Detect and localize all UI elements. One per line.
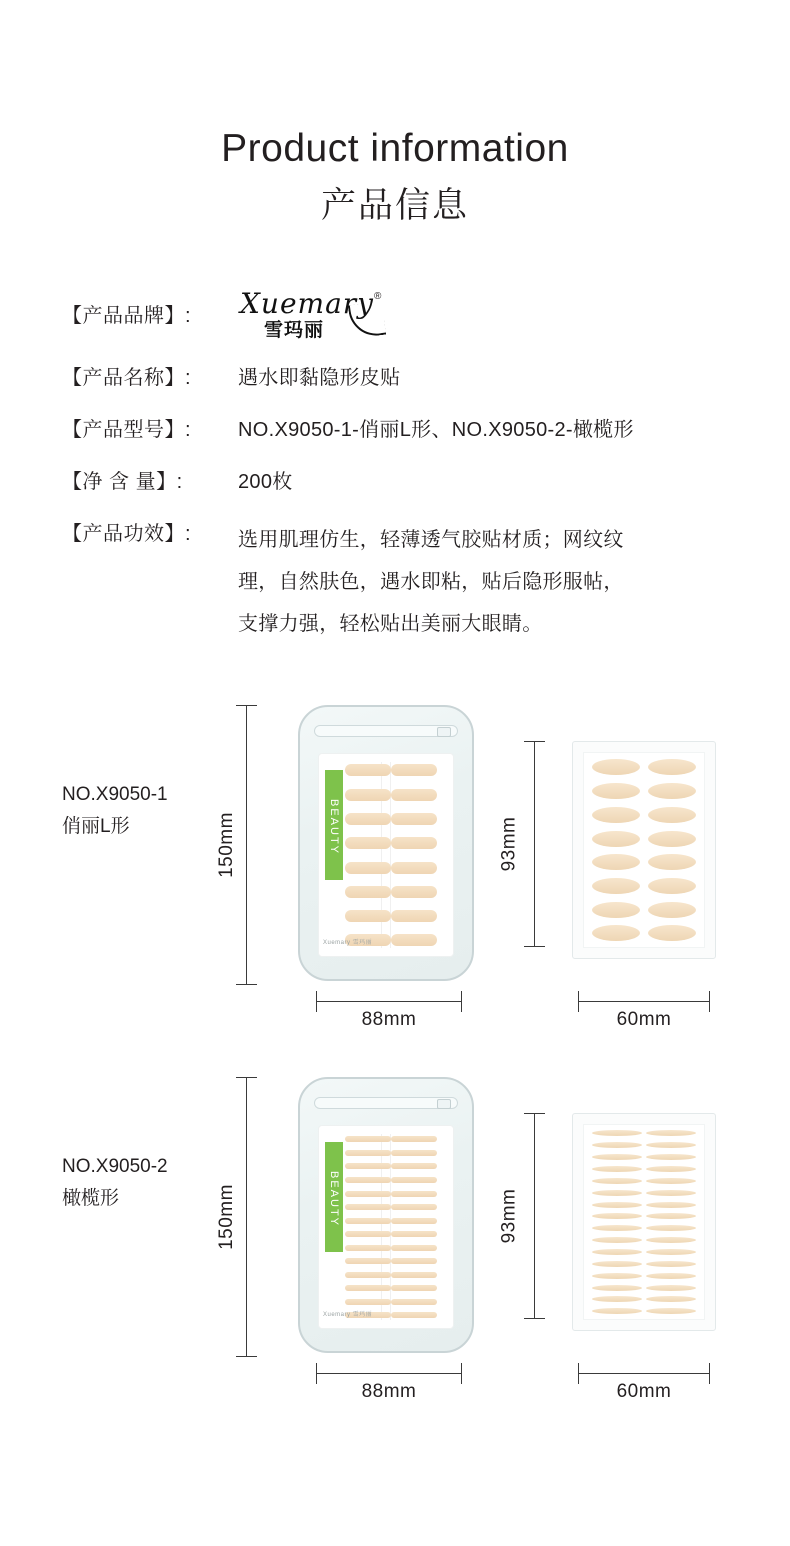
page-title-en: Product information [221,127,569,170]
pouch-insert-card [318,1125,454,1329]
adhesive-oval [646,1285,696,1291]
adhesive-strip [391,1258,437,1264]
sheet-column-left [592,1130,642,1314]
spec-row-net-content [62,467,762,497]
adhesive-strip [391,1245,437,1251]
spec-row-model [62,415,762,445]
dimension-line [316,1373,462,1374]
figure-block-x9050-1 [0,683,790,1033]
dimension-sheet-height-2 [498,1113,550,1319]
dimension-cap-top [236,1077,257,1078]
spec-value-net-content: 200枚 [238,471,293,494]
dimension-sheet-height-1 [498,741,550,947]
figure-caption-line1: NO.X9050-2 [62,1156,168,1178]
adhesive-oval [592,1190,642,1196]
adhesive-oval [646,1190,696,1196]
dimension-cap-bottom [524,946,545,947]
spec-row-efficacy [62,519,762,645]
adhesive-oval [592,1178,642,1184]
dimension-pouch-width-1 [316,995,462,1031]
figure-caption-x9050-2 [62,1151,168,1215]
adhesive-oval [592,1213,642,1219]
dimension-cap-bottom [524,1318,545,1319]
product-pouch-x9050-1 [298,705,474,981]
adhesive-oval [648,759,695,775]
adhesive-strip [345,1177,391,1183]
adhesive-oval [592,1308,642,1314]
adhesive-oval [646,1178,696,1184]
dimension-pouch-width-2 [316,1367,462,1403]
adhesive-strip [345,1150,391,1156]
adhesive-strip [391,837,437,849]
adhesive-strip [391,1299,437,1305]
pouch-side-label: BEAUTY [325,1142,343,1252]
adhesive-oval [592,878,639,894]
adhesive-oval [592,807,639,823]
adhesive-strip [391,1191,437,1197]
dimension-cap-bottom [236,1356,257,1357]
spec-label-model: 【产品型号】: [62,419,192,442]
dimension-text: 150mm [215,812,237,879]
adhesive-oval [646,1296,696,1302]
adhesive-strip [391,934,437,946]
dimension-line [316,1001,462,1002]
brand-logo-swash-icon [348,301,386,339]
adhesive-strip [391,813,437,825]
adhesive-strip [345,1272,391,1278]
dimension-text: 150mm [215,1184,237,1251]
adhesive-strip [391,862,437,874]
adhesive-oval [592,831,639,847]
adhesive-strip [345,1285,391,1291]
adhesive-oval [592,1166,642,1172]
dimension-cap-top [524,1113,545,1114]
adhesive-oval [646,1142,696,1148]
page-title-cn: 产品信息 [320,185,469,225]
figure-caption-x9050-1 [62,779,168,843]
dimension-line [578,1001,710,1002]
product-pouch-x9050-2 [298,1077,474,1353]
spec-label-efficacy: 【产品功效】: [62,523,192,546]
adhesive-oval [592,1261,642,1267]
pouch-brand-mini: Xuemary 雪玛丽 [323,940,373,947]
adhesive-oval [646,1154,696,1160]
sheet-column-right [648,759,695,941]
dimension-sheet-width-1 [578,995,710,1031]
dimension-line [246,1077,247,1357]
adhesive-strip [391,1312,437,1318]
page-header [0,0,790,225]
adhesive-strip [391,1285,437,1291]
adhesive-strip [391,764,437,776]
adhesive-strip [345,886,391,898]
adhesive-strip [391,1177,437,1183]
adhesive-oval [592,1202,642,1208]
adhesive-strip [391,1136,437,1142]
figure-block-x9050-2 [0,1055,790,1405]
adhesive-oval [646,1225,696,1231]
adhesive-oval [648,854,695,870]
spec-value-efficacy [238,519,624,645]
spec-label-brand: 【产品品牌】: [62,305,192,328]
dimension-line [246,705,247,985]
dimension-text: 88mm [361,1009,417,1031]
brand-logo-cn: 雪玛丽 [264,320,325,342]
adhesive-strip [345,764,391,776]
figure-caption-line1: NO.X9050-1 [62,784,168,806]
pouch-brand-mini: Xuemary 雪玛丽 [323,1312,373,1319]
dimension-text: 93mm [498,1188,520,1244]
dimension-line [534,741,535,947]
adhesive-oval [646,1166,696,1172]
adhesive-strip [345,1204,391,1210]
adhesive-strip [345,837,391,849]
dimension-text: 93mm [498,816,520,872]
sheet-column-left [592,759,639,941]
dimension-text: 88mm [361,1381,417,1403]
adhesive-oval [646,1213,696,1219]
adhesive-oval [592,1142,642,1148]
adhesive-oval [592,1225,642,1231]
sheet-inner [583,1124,705,1320]
adhesive-oval [592,783,639,799]
dimension-sheet-width-2 [578,1367,710,1403]
product-spec-list [62,287,762,645]
adhesive-strip [345,1218,391,1224]
adhesive-strip [345,862,391,874]
adhesive-strip [345,1299,391,1305]
pouch-zipper-pull-icon [437,727,451,737]
product-figures [0,683,790,1405]
adhesive-oval [648,878,695,894]
adhesive-strip [345,1231,391,1237]
adhesive-oval [648,831,695,847]
pouch-zipper-icon [314,725,458,737]
adhesive-strip [345,1258,391,1264]
adhesive-strip [391,1231,437,1237]
dimension-pouch-height-2 [215,1077,262,1357]
dimension-text: 60mm [616,1381,672,1403]
spec-row-brand [62,287,762,345]
adhesive-oval [592,1249,642,1255]
brand-logo-script: Xuemary [240,287,374,321]
adhesive-strip [345,1245,391,1251]
brand-logo [238,287,398,345]
adhesive-oval [592,1273,642,1279]
spec-label-name: 【产品名称】: [62,367,192,390]
adhesive-oval [646,1130,696,1136]
spec-value-name: 遇水即黏隐形皮贴 [238,367,401,390]
product-sheet-x9050-1 [572,741,716,959]
pouch-zipper-pull-icon [437,1099,451,1109]
adhesive-strip [391,1150,437,1156]
dimension-cap-top [524,741,545,742]
adhesive-strip [391,910,437,922]
adhesive-strip [391,1272,437,1278]
adhesive-strip [345,1191,391,1197]
efficacy-line-2: 理，自然肤色，遇水即粘，贴后隐形服帖， [238,571,624,594]
adhesive-strip [345,813,391,825]
adhesive-oval [592,1285,642,1291]
product-sheet-x9050-2 [572,1113,716,1331]
adhesive-oval [648,807,695,823]
adhesive-strip [345,789,391,801]
adhesive-oval [592,1296,642,1302]
adhesive-strip [391,1218,437,1224]
pouch-side-label: BEAUTY [325,770,343,880]
adhesive-strip [345,910,391,922]
adhesive-oval [592,1237,642,1243]
adhesive-strip [345,1136,391,1142]
adhesive-strip [391,1163,437,1169]
pouch-zipper-icon [314,1097,458,1109]
adhesive-oval [646,1249,696,1255]
strip-column-left [345,1136,391,1318]
dimension-cap-top [236,705,257,706]
spec-label-net-content: 【净 含 量】: [62,471,183,494]
spec-value-model: NO.X9050-1-俏丽L形、NO.X9050-2-橄榄形 [238,419,634,442]
dimension-text: 60mm [616,1009,672,1031]
adhesive-oval [646,1273,696,1279]
dimension-cap-bottom [236,984,257,985]
figure-caption-line2: 橄榄形 [62,1188,120,1210]
adhesive-oval [646,1308,696,1314]
strip-column-right [391,1136,437,1318]
adhesive-oval [592,925,639,941]
adhesive-oval [592,1154,642,1160]
strip-column-left [345,764,391,946]
dimension-line [534,1113,535,1319]
adhesive-strip [391,789,437,801]
adhesive-oval [592,1130,642,1136]
adhesive-oval [648,902,695,918]
efficacy-line-1: 选用肌理仿生，轻薄透气胶贴材质；网纹纹 [238,529,624,552]
adhesive-strip [345,1163,391,1169]
sheet-column-right [646,1130,696,1314]
registered-mark-icon: ® [374,291,382,303]
adhesive-oval [592,759,639,775]
strip-column-right [391,764,437,946]
adhesive-oval [592,854,639,870]
dimension-line [578,1373,710,1374]
spec-row-name [62,363,762,393]
pouch-insert-card [318,753,454,957]
adhesive-strip [391,1204,437,1210]
efficacy-line-3: 支撑力强，轻松贴出美丽大眼睛。 [238,613,543,636]
sheet-inner [583,752,705,948]
adhesive-oval [646,1237,696,1243]
adhesive-oval [646,1261,696,1267]
adhesive-oval [646,1202,696,1208]
adhesive-oval [648,925,695,941]
dimension-pouch-height-1 [215,705,262,985]
adhesive-oval [648,783,695,799]
adhesive-oval [592,902,639,918]
adhesive-strip [391,886,437,898]
figure-caption-line2: 俏丽L形 [62,816,130,838]
